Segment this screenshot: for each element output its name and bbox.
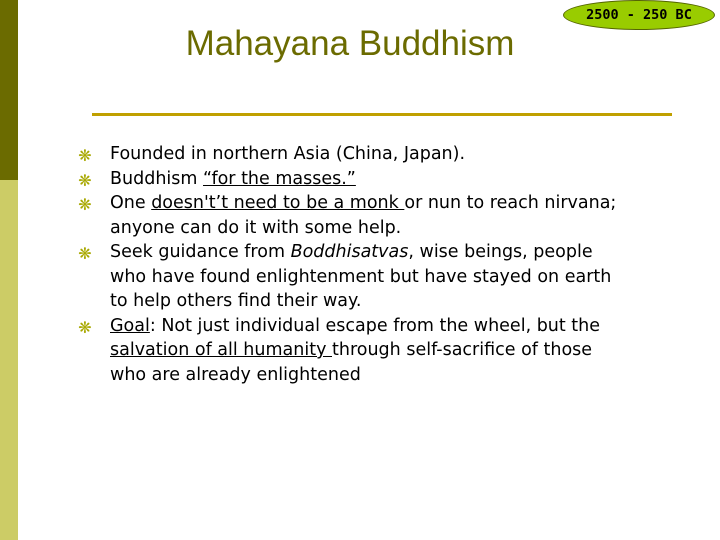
slide-title: Mahayana Buddhism (185, 24, 515, 63)
bullet-text-italic: Boddhisatvas (290, 242, 409, 262)
bullet-text: Seek guidance from (110, 242, 291, 262)
bullet-text-underlined: doesn't’t need to be a monk (151, 193, 405, 213)
bullet-text-underlined: Goal (110, 315, 150, 336)
bullet-text: One (110, 193, 152, 213)
sidebar-dark-band (0, 0, 18, 180)
bullet-text-underlined: “for the masses.” (203, 168, 356, 189)
ornament-bullet-icon: ❋ (78, 195, 92, 214)
bullet-text-underlined: salvation of all humanity (110, 340, 332, 360)
bullet-text: : Not just individual escape from the wheel, but the (149, 315, 601, 336)
bullet-text: Founded in northern Asia (China, Japan). (110, 144, 466, 164)
bullet-text: or nun to reach nirvana; anyone can do it with some help. (110, 193, 617, 238)
ornament-bullet-icon: ❋ (78, 170, 92, 190)
title-divider (92, 113, 672, 116)
bullet-item-goal (72, 314, 632, 388)
ornament-bullet-icon: ❋ (78, 146, 92, 165)
bullet-item-founded (72, 142, 632, 167)
ornament-bullet-icon: ❋ (78, 244, 92, 263)
sidebar-light-band (0, 180, 18, 540)
bullet-text: through self-sacrifice of those who are already enlightened (110, 340, 593, 385)
bullet-item-monk (72, 191, 632, 240)
bullet-item-boddhisatvas (72, 240, 632, 314)
bullet-item-masses (72, 167, 632, 192)
ornament-bullet-icon: ❋ (78, 317, 92, 337)
bullet-list (72, 142, 632, 387)
bullet-text: , wise beings, people who have found enlightenment but have stayed on earth to help others find their way. (110, 242, 612, 311)
date-range-badge: 2500 - 250 BC (563, 0, 715, 30)
bullet-text: Buddhism (110, 168, 203, 189)
